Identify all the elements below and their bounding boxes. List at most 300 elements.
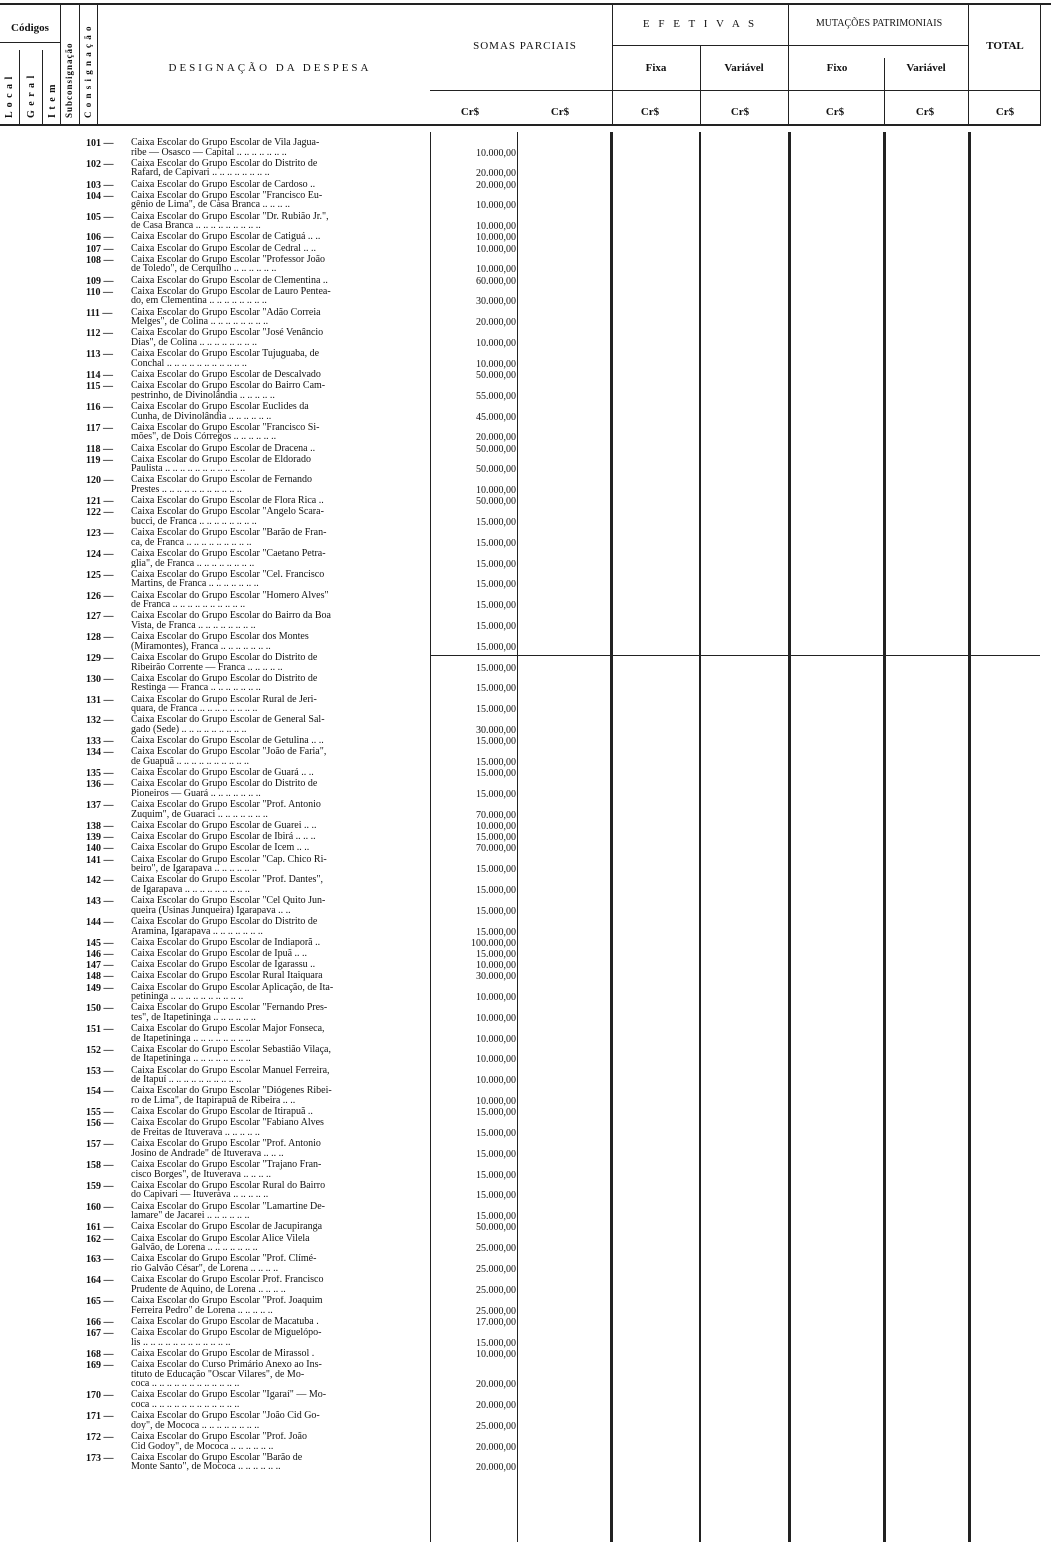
row-description: Caixa Escolar do Grupo Escolar do Distrito de Restinga — Franca .. .. .. .. .. .. .. (131, 673, 318, 694)
row-number: 116 — (86, 401, 113, 413)
row-number: 106 — (86, 232, 114, 244)
row-description: Caixa Escolar do Grupo Escolar "Igaraí" — Mo- coca .. .. .. .. .. .. .. .. .. .. .. .. (131, 1390, 327, 1410)
row-description: Caixa Escolar do Grupo Escolar "Fabiano Alves de Freitas de Ituverava .. .. .. .. .. (131, 1118, 324, 1138)
row-number: 114 — (86, 369, 113, 381)
row-value: 70.000,00 (476, 843, 516, 855)
table-row (0, 960, 1051, 971)
row-number: 141 — (86, 854, 114, 866)
table-row (0, 549, 1051, 570)
local-header: L o c a l (4, 75, 15, 118)
row-description: Caixa Escolar do Grupo Escolar dos Montes (Miramontes), Franca .. .. .. .. .. .. .. (131, 632, 309, 652)
table-row (0, 983, 1051, 1004)
row-value: 15.000,00 (476, 662, 516, 674)
row-value: 10.000,00 (476, 1054, 516, 1066)
table-row (0, 1275, 1051, 1296)
row-description: Caixa Escolar do Grupo Escolar Euclides da Cunha, de Divinolândia .. .. .. .. .. .. (131, 401, 309, 422)
row-number: 153 — (86, 1065, 114, 1077)
row-description: Caixa Escolar do Grupo Escolar "Professor João de Toledo", de Cerquilho .. .. .. .. .. .. (131, 254, 326, 274)
row-description: Caixa Escolar do Grupo Escolar Alice Vilela Galvão, de Lorena .. .. .. .. .. .. .. (131, 1233, 310, 1253)
row-description: Caixa Escolar do Grupo Escolar de Eldorado Paulista .. .. .. .. .. .. .. .. .. .. .. (131, 454, 311, 474)
table-row (0, 1222, 1051, 1233)
row-number: 144 — (86, 916, 114, 928)
row-description: Caixa Escolar do Grupo Escolar de Igarassu .. (131, 960, 316, 970)
table-row (0, 917, 1051, 938)
table-row (0, 1360, 1051, 1390)
row-description: Caixa Escolar do Grupo Escolar "Prof. Clímé- rio Galvão César", de Lorena .. .. .. .. (131, 1254, 317, 1274)
row-number: 169 — (86, 1360, 114, 1371)
row-value: 10.000,00 (476, 337, 516, 349)
row-number: 130 — (86, 673, 114, 685)
row-description: Caixa Escolar do Grupo Escolar "Barão de Fran- ca, de Franca .. .. .. .. .. .. .. .. .. (131, 528, 327, 548)
table-row (0, 191, 1051, 212)
table-row (0, 159, 1051, 180)
row-number: 125 — (86, 569, 114, 581)
table-row (0, 875, 1051, 896)
table-row (0, 287, 1051, 308)
row-description: Caixa Escolar do Grupo Escolar de Clementina .. (131, 275, 328, 286)
row-description: Caixa Escolar do Grupo Escolar de Ipuã .. .. (131, 948, 308, 959)
row-number: 150 — (86, 1003, 114, 1015)
table-row (0, 1202, 1051, 1223)
row-description: Caixa Escolar do Grupo Escolar "João de Faria", de Guapuã .. .. .. .. .. .. .. .. .. .. (131, 747, 327, 767)
row-description: Caixa Escolar do Grupo Escolar "Dr. Rubião Jr.", de Casa Branca .. .. .. .. .. .. .. .. .. (131, 211, 329, 231)
table-row (0, 611, 1051, 632)
table-row (0, 896, 1051, 917)
currency-variavel: Cr$ (730, 106, 750, 118)
table-row (0, 180, 1051, 191)
table-row (0, 402, 1051, 423)
table-row (0, 768, 1051, 779)
row-number: 119 — (86, 454, 113, 466)
row-value: 10.000,00 (476, 1012, 516, 1024)
row-description: Caixa Escolar do Grupo Escolar de Icem .. .. (131, 843, 310, 853)
row-number: 128 — (86, 632, 114, 644)
row-value: 15.000,00 (476, 641, 516, 653)
table-row (0, 1254, 1051, 1275)
expense-list (0, 138, 1051, 1474)
table-row (0, 736, 1051, 747)
table-row (0, 328, 1051, 349)
designacao-header: DESIGNAÇÃO DA DESPESA (168, 62, 372, 74)
row-number: 165 — (86, 1296, 114, 1308)
fixo-header: Fixo (826, 62, 848, 74)
row-description: Caixa Escolar do Grupo Escolar "Fernando Pres- tes", de Itapetininga .. .. .. .. .. .. (131, 1003, 328, 1023)
row-description: Caixa Escolar do Grupo Escolar "Prof. João Cid Godoy", de Mococa .. .. .. .. .. .. (131, 1431, 307, 1452)
table-row (0, 1024, 1051, 1045)
table-row (0, 674, 1051, 695)
row-description: Caixa Escolar do Curso Primário Anexo ao Ins- tituto de Educação "Oscar Vilares", de Mo- coca .. .. .. .. .. .. .. .. .. .. .. .. (131, 1360, 322, 1389)
row-number: 139 — (86, 832, 114, 844)
table-row (0, 1349, 1051, 1360)
mutacoes-header: MUTAÇÕES PATRIMONIAIS (815, 18, 943, 29)
row-number: 148 — (86, 971, 114, 983)
table-row (0, 1328, 1051, 1349)
row-description: Caixa Escolar do Grupo Escolar do Bairro Cam- pestrinho, de Divinolândia .. .. .. .. .. (131, 381, 326, 401)
row-number: 166 — (86, 1316, 114, 1328)
row-description: Caixa Escolar do Grupo Escolar "Trajano Fran- cisco Borges", de Ituverava .. .. .. .. (131, 1160, 322, 1180)
table-row (0, 695, 1051, 716)
row-value: 15.000,00 (476, 558, 516, 570)
variavel-header: Variável (724, 62, 764, 74)
row-number: 118 — (86, 443, 113, 455)
row-value: 15.000,00 (476, 579, 516, 591)
row-number: 115 — (86, 381, 113, 393)
table-row (0, 1234, 1051, 1255)
row-value: 15.000,00 (476, 1190, 516, 1202)
row-number: 162 — (86, 1233, 114, 1245)
table-row (0, 1118, 1051, 1139)
table-row (0, 821, 1051, 832)
table-row (0, 1003, 1051, 1024)
row-description: Caixa Escolar do Grupo Escolar de Lauro Pentea- do, em Clementina .. .. .. .. .. .. .. .. (131, 286, 331, 306)
table-row (0, 475, 1051, 496)
total-header: TOTAL (986, 40, 1024, 52)
row-value: 20.000,00 (476, 168, 516, 180)
table-row (0, 423, 1051, 444)
somas-parciais-header: SOMAS PARCIAIS (473, 40, 577, 52)
row-value: 10.000,00 (476, 232, 516, 244)
table-row (0, 843, 1051, 854)
row-value: 25.000,00 (476, 1420, 516, 1432)
row-number: 173 — (86, 1452, 114, 1464)
table-row (0, 212, 1051, 233)
row-value: 20.000,00 (476, 1462, 516, 1474)
table-row (0, 1453, 1051, 1474)
row-number: 102 — (86, 158, 114, 170)
row-number: 156 — (86, 1118, 114, 1130)
table-row (0, 632, 1051, 653)
row-description: Caixa Escolar do Grupo Escolar de Cedral .. .. (131, 243, 316, 254)
consignacao-header: C o n s i g n a ç ã o (83, 25, 93, 118)
row-number: 133 — (86, 736, 114, 748)
row-value: 25.000,00 (476, 1243, 516, 1255)
row-number: 104 — (86, 190, 114, 202)
row-number: 137 — (86, 800, 114, 812)
row-description: Caixa Escolar do Grupo Escolar de Guarei .. .. (131, 821, 317, 831)
row-description: Caixa Escolar do Grupo Escolar de Fernando Prestes .. .. .. .. .. .. .. .. .. .. .. (131, 475, 313, 495)
row-value: 50.000,00 (476, 496, 516, 508)
row-number: 109 — (86, 275, 114, 287)
row-value: 100.000,00 (471, 937, 516, 949)
row-value: 15.000,00 (476, 517, 516, 529)
row-value: 10.000,00 (476, 358, 516, 370)
row-number: 138 — (86, 821, 114, 832)
row-description: Caixa Escolar do Grupo Escolar "Prof. Dantes", de Igarapava .. .. .. .. .. .. .. .. .. (131, 875, 324, 895)
row-number: 163 — (86, 1254, 114, 1266)
table-row (0, 715, 1051, 736)
row-description: Caixa Escolar do Grupo Escolar Rural de Jeri- quara, de Franca .. .. .. .. .. .. .. .. (131, 694, 317, 714)
row-value: 20.000,00 (476, 1399, 516, 1411)
table-row (0, 496, 1051, 507)
row-description: Caixa Escolar do Grupo Escolar de Mirassol . (131, 1348, 315, 1359)
row-description: Caixa Escolar do Grupo Escolar "Angelo Scara- bucci, de Franca .. .. .. .. .. .. .. .. (131, 507, 324, 527)
table-row (0, 1107, 1051, 1118)
row-number: 160 — (86, 1201, 114, 1213)
row-number: 126 — (86, 590, 114, 602)
row-value: 30.000,00 (476, 296, 516, 308)
table-row (0, 244, 1051, 255)
row-number: 136 — (86, 779, 114, 791)
row-value: 15.000,00 (476, 1211, 516, 1223)
row-value: 25.000,00 (476, 1305, 516, 1317)
row-description: Caixa Escolar do Grupo Escolar "Diógenes Ribei- ro de Lima", de Itapirapuã de Ribeira .. .. (131, 1086, 332, 1106)
row-description: Caixa Escolar do Grupo Escolar do Distrito de Aramina, Igarapava .. .. .. .. .. .. .. (131, 916, 318, 937)
row-number: 161 — (86, 1222, 114, 1234)
row-description: Caixa Escolar do Grupo Escolar "José Venâncio Dias", de Colina .. .. .. .. .. .. .. .. (131, 328, 324, 348)
row-value: 10.000,00 (476, 992, 516, 1004)
row-number: 155 — (86, 1107, 114, 1119)
row-description: Caixa Escolar do Grupo Escolar do Distrito de Pioneiros — Guará .. .. .. .. .. .. .. (131, 779, 318, 799)
item-header: I t e m (47, 83, 58, 118)
row-value: 15.000,00 (476, 1337, 516, 1349)
table-row (0, 832, 1051, 843)
row-value: 20.000,00 (476, 1379, 516, 1391)
row-number: 120 — (86, 475, 114, 487)
row-description: Caixa Escolar do Grupo Escolar Manuel Ferreira, de Itapuí .. .. .. .. .. .. .. .. .. .. (131, 1065, 330, 1085)
currency-fixa: Cr$ (640, 106, 660, 118)
row-number: 135 — (86, 768, 114, 780)
row-number: 143 — (86, 896, 114, 908)
row-number: 113 — (86, 349, 113, 361)
row-description: Caixa Escolar do Grupo Escolar de Miguelópo- lis .. .. .. .. .. .. .. .. .. .. .. .. (131, 1328, 322, 1348)
row-value: 15.000,00 (476, 1148, 516, 1160)
table-row (0, 1181, 1051, 1202)
table-row (0, 507, 1051, 528)
row-number: 111 — (86, 307, 113, 319)
row-value: 17.000,00 (476, 1316, 516, 1328)
table-row (0, 370, 1051, 381)
row-number: 146 — (86, 948, 114, 960)
table-row (0, 232, 1051, 243)
table-row (0, 276, 1051, 287)
row-description: Caixa Escolar do Grupo Escolar "Cel. Francisco Martins, de Franca .. .. .. .. .. .. .. (131, 569, 325, 590)
table-row (0, 938, 1051, 949)
currency-fixo: Cr$ (825, 106, 845, 118)
codigos-header: Códigos (11, 22, 49, 34)
row-value: 10.000,00 (476, 221, 516, 233)
row-value: 20.000,00 (476, 1441, 516, 1453)
table-row (0, 971, 1051, 982)
row-description: Caixa Escolar do Grupo Escolar Rural do Bairro do Capivari — Ituverava .. .. .. .. .. (131, 1180, 326, 1201)
table-row (0, 1411, 1051, 1432)
table-row (0, 949, 1051, 960)
row-description: Caixa Escolar do Grupo Escolar de Vila Jagua- ribe — Osasco — Capital .. .. .. .. .. .. .. (131, 138, 320, 158)
row-description: Caixa Escolar do Grupo Escolar "Homero Alves" de Franca .. .. .. .. .. .. .. .. .. .. (131, 590, 329, 610)
fixa-header: Fixa (645, 62, 667, 74)
row-value: 15.000,00 (476, 905, 516, 917)
row-number: 154 — (86, 1086, 114, 1098)
row-description: Caixa Escolar do Grupo Escolar de Macatuba . (131, 1316, 319, 1327)
row-number: 140 — (86, 843, 114, 855)
subconsignacao-header: Subconsignação (64, 42, 74, 118)
row-description: Caixa Escolar do Grupo Escolar "Francisco Si- mões", de Dois Córregos .. .. .. .. .. .. (131, 422, 320, 442)
table-row (0, 1317, 1051, 1328)
geral-header: G e r a l (26, 74, 37, 118)
row-value: 45.000,00 (476, 411, 516, 423)
row-value: 10.000,00 (476, 200, 516, 212)
row-value: 15.000,00 (476, 757, 516, 769)
row-number: 101 — (86, 138, 114, 149)
row-description: Caixa Escolar do Grupo Escolar Major Fonseca, de Itapetininga .. .. .. .. .. .. .. .. (131, 1024, 325, 1044)
row-description: Caixa Escolar do Grupo Escolar "Caetano Petra- glia", de Franca .. .. .. .. .. .. .. .. (131, 549, 326, 569)
row-value: 15.000,00 (476, 926, 516, 938)
table-row (0, 779, 1051, 800)
row-number: 117 — (86, 422, 113, 434)
row-value: 15.000,00 (476, 704, 516, 716)
row-number: 149 — (86, 982, 114, 994)
row-number: 151 — (86, 1024, 114, 1036)
row-description: Caixa Escolar do Grupo Escolar "Prof. Antonio Zuquim", de Guaraci .. .. .. .. .. .. .. (131, 800, 321, 820)
table-row (0, 444, 1051, 455)
row-number: 158 — (86, 1160, 114, 1172)
row-description: Caixa Escolar do Grupo Escolar "Cap. Chico Ri- beiro", de Igarapava .. .. .. .. .. .. (131, 854, 327, 874)
table-row (0, 800, 1051, 821)
row-description: Caixa Escolar do Grupo Escolar de Guará .. .. (131, 768, 314, 778)
row-description: Caixa Escolar do Grupo Escolar Rural Itaiquara (131, 971, 323, 981)
efetivas-header: E F E T I V A S (642, 18, 758, 30)
row-value: 15.000,00 (476, 948, 516, 960)
row-description: Caixa Escolar do Grupo Escolar de Indiaporã .. (131, 937, 321, 948)
row-value: 10.000,00 (476, 1096, 516, 1108)
row-description: Caixa Escolar do Grupo Escolar Aplicação, de Ita- petininga .. .. .. .. .. .. .. .. .. .. (131, 982, 334, 1002)
row-value: 15.000,00 (476, 768, 516, 780)
row-number: 142 — (86, 875, 114, 887)
table-row (0, 747, 1051, 768)
row-value: 10.000,00 (476, 1348, 516, 1360)
row-value: 15.000,00 (476, 683, 516, 695)
row-number: 105 — (86, 211, 114, 223)
currency-somas-2: Cr$ (550, 106, 570, 118)
row-number: 124 — (86, 549, 114, 561)
row-number: 129 — (86, 653, 114, 665)
row-description: Caixa Escolar do Grupo Escolar de Descalvado (131, 369, 321, 380)
row-value: 25.000,00 (476, 1284, 516, 1296)
table-row (0, 855, 1051, 876)
table-row (0, 570, 1051, 591)
row-number: 103 — (86, 179, 114, 191)
row-value: 60.000,00 (476, 275, 516, 287)
row-number: 108 — (86, 254, 114, 266)
row-description: Caixa Escolar do Grupo Escolar de Getulina .. .. (131, 736, 324, 746)
row-number: 107 — (86, 243, 114, 255)
row-number: 145 — (86, 937, 114, 949)
row-description: Caixa Escolar do Grupo Escolar do Bairro da Boa Vista, de Franca .. .. .. .. .. .. .. .. (131, 611, 331, 631)
row-value: 15.000,00 (476, 884, 516, 896)
table-row (0, 255, 1051, 276)
row-number: 131 — (86, 694, 114, 706)
currency-total: Cr$ (995, 106, 1015, 118)
currency-somas-1: Cr$ (460, 106, 480, 118)
table-row (0, 653, 1051, 674)
row-description: Caixa Escolar do Grupo Escolar de Catiguá .. .. (131, 232, 321, 242)
row-value: 15.000,00 (476, 736, 516, 748)
row-value: 15.000,00 (476, 621, 516, 633)
row-value: 15.000,00 (476, 864, 516, 876)
table-row (0, 1045, 1051, 1066)
table-row (0, 591, 1051, 612)
table-row (0, 381, 1051, 402)
table-row (0, 1086, 1051, 1107)
row-number: 110 — (86, 286, 113, 298)
row-number: 171 — (86, 1411, 114, 1423)
row-description: Caixa Escolar do Grupo Escolar de General Sal- gado (Sede) .. .. .. .. .. .. .. .. .. (131, 715, 325, 735)
table-row (0, 138, 1051, 159)
row-description: Caixa Escolar do Grupo Escolar "Prof. Antonio Josino de Andrade" de Ituverava .. .. .. (131, 1139, 321, 1159)
row-number: 168 — (86, 1348, 114, 1360)
row-value: 15.000,00 (476, 789, 516, 800)
row-value: 30.000,00 (476, 971, 516, 983)
row-value: 20.000,00 (476, 432, 516, 444)
row-value: 10.000,00 (476, 821, 516, 832)
row-description: Caixa Escolar do Grupo Escolar Sebastião Vilaça, de Itapetininga .. .. .. .. .. .. .. .. (131, 1044, 331, 1065)
row-number: 121 — (86, 496, 114, 508)
row-number: 152 — (86, 1044, 114, 1056)
table-row (0, 349, 1051, 370)
table-row (0, 1160, 1051, 1181)
row-value: 15.000,00 (476, 1169, 516, 1181)
row-value: 70.000,00 (476, 809, 516, 821)
row-value: 10.000,00 (476, 1033, 516, 1045)
row-description: Caixa Escolar do Grupo Escolar "Cel Quito Jun- queira (Usinas Junqueira) Igarapava .. .. (131, 896, 326, 916)
row-description: Caixa Escolar do Grupo Escolar de Flora Rica .. (131, 496, 324, 506)
table-row (0, 1139, 1051, 1160)
table-row (0, 528, 1051, 549)
table-row (0, 308, 1051, 329)
variavel2-header: Variável (906, 62, 946, 74)
row-value: 15.000,00 (476, 600, 516, 612)
row-description: Caixa Escolar do Grupo Escolar de Dracena .. (131, 443, 316, 454)
table-row (0, 455, 1051, 476)
row-description: Caixa Escolar do Grupo Escolar do Distrito de Ribeirão Corrente — Franca .. .. .. .. .. (131, 653, 318, 673)
row-value: 55.000,00 (476, 390, 516, 402)
row-description: Caixa Escolar do Grupo Escolar "João Cid Go- doy", de Mococa .. .. .. .. .. .. .. .. (131, 1411, 320, 1431)
row-value: 50.000,00 (476, 1222, 516, 1234)
row-number: 123 — (86, 528, 114, 540)
row-value: 50.000,00 (476, 464, 516, 476)
row-value: 15.000,00 (476, 1107, 516, 1119)
row-number: 172 — (86, 1431, 114, 1443)
row-description: Caixa Escolar do Grupo Escolar de Itirapuã .. (131, 1107, 313, 1117)
row-description: Caixa Escolar do Grupo Escolar de Cardoso .. (131, 179, 316, 190)
row-value: 10.000,00 (476, 264, 516, 276)
currency-variavel2: Cr$ (915, 106, 935, 118)
row-value: 10.000,00 (476, 960, 516, 972)
row-description: Caixa Escolar do Grupo Escolar Tujuguaba, de Conchal .. .. .. .. .. .. .. .. .. .. .. (131, 349, 320, 369)
row-value: 15.000,00 (476, 832, 516, 844)
row-description: Caixa Escolar do Grupo Escolar "Barão de Monte Santo", de Mococa .. .. .. .. .. .. (131, 1452, 303, 1472)
table-row (0, 1066, 1051, 1087)
row-value: 15.000,00 (476, 537, 516, 549)
table-row (0, 1432, 1051, 1453)
row-description: Caixa Escolar do Grupo Escolar "Prof. Joaquim Ferreira Pedro" de Lorena .. .. .. .. .. (131, 1296, 323, 1316)
row-value: 25.000,00 (476, 1264, 516, 1276)
row-number: 112 — (86, 328, 113, 340)
row-number: 147 — (86, 960, 114, 972)
row-value: 10.000,00 (476, 147, 516, 159)
row-value: 50.000,00 (476, 443, 516, 455)
row-value: 10.000,00 (476, 243, 516, 255)
row-number: 134 — (86, 747, 114, 759)
row-value: 10.000,00 (476, 485, 516, 497)
row-value: 30.000,00 (476, 725, 516, 737)
row-number: 132 — (86, 715, 114, 727)
table-row (0, 1296, 1051, 1317)
row-number: 122 — (86, 507, 114, 519)
row-value: 10.000,00 (476, 1075, 516, 1087)
row-number: 159 — (86, 1180, 114, 1192)
row-value: 20.000,00 (476, 317, 516, 329)
row-description: Caixa Escolar do Grupo Escolar "Lamartine De- lamare" de Jacarei .. .. .. .. .. .. (131, 1201, 326, 1221)
